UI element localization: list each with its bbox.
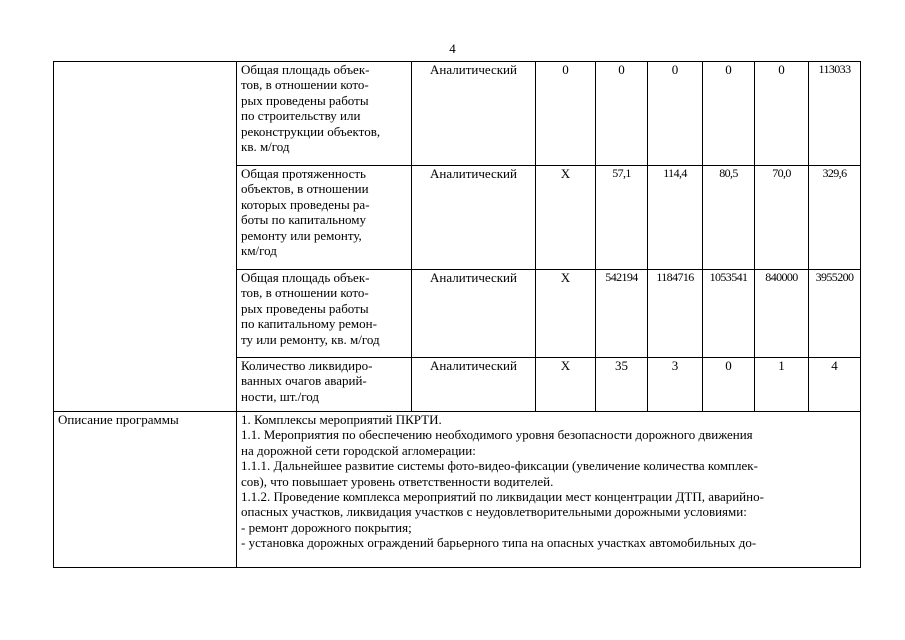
program-description-line: - ремонт дорожного покрытия; (241, 519, 412, 535)
indicator-value: 57,1 (596, 166, 648, 270)
indicators-table (53, 61, 861, 568)
indicator-row (54, 62, 861, 166)
program-description-line: 1.1. Мероприятия по обеспечению необходимого уровня безопасности дорожного движения (241, 427, 753, 443)
empty-label-cell (54, 62, 237, 412)
indicator-value: 4 (809, 358, 861, 412)
indicator-value: 840000 (755, 270, 809, 358)
indicator-value: 35 (596, 358, 648, 412)
indicator-value: 0 (703, 358, 755, 412)
indicator-value: 0 (755, 62, 809, 166)
indicator-method: Аналитический (412, 358, 536, 412)
program-description-line: 1.1.1. Дальнейшее развитие системы фото-видео-фиксации (увеличение количества комплек- (241, 458, 758, 474)
indicator-value: 70,0 (755, 166, 809, 270)
program-description-line: сов), что повышает уровень ответственности водителей. (241, 473, 554, 489)
indicator-value: 3955200 (809, 270, 861, 358)
indicator-value: 0 (596, 62, 648, 166)
indicator-value: Х (536, 166, 596, 270)
indicator-value: 1184716 (648, 270, 703, 358)
program-description-line: 1.1.2. Проведение комплекса мероприятий по ликвидации мест концентрации ДТП, аварийно- (241, 489, 764, 505)
program-description-line: - установка дорожных ограждений барьерного типа на опасных участках автомобильных до- (241, 535, 757, 551)
indicator-value: 0 (648, 62, 703, 166)
indicator-name: Количество ликвидиро- ванных очагов аварий- ности, шт./год (237, 358, 412, 412)
indicator-method: Аналитический (412, 270, 536, 358)
program-description-line: опасных участков, ликвидация участков с неудовлетворительными дорожными условиями: (241, 504, 747, 520)
program-description-row (54, 412, 861, 568)
indicator-value: 0 (703, 62, 755, 166)
indicator-value: Х (536, 270, 596, 358)
indicator-value: 3 (648, 358, 703, 412)
indicator-name: Общая площадь объек- тов, в отношении кото- рых проведены работы по капитальному ремон- ту или ремонту, кв. м/год (237, 270, 412, 358)
program-description-label: Описание программы (54, 412, 237, 568)
indicator-name: Общая площадь объек- тов, в отношении кото- рых проведены работы по строительству или реконструкции объектов, кв. м/год (237, 62, 412, 166)
indicator-method: Аналитический (412, 166, 536, 270)
indicator-method: Аналитический (412, 62, 536, 166)
indicator-value: 542194 (596, 270, 648, 358)
indicator-value: 80,5 (703, 166, 755, 270)
page-number: 4 (449, 41, 456, 56)
indicator-value: 1 (755, 358, 809, 412)
program-description-text (237, 412, 861, 568)
indicator-value: Х (536, 358, 596, 412)
indicator-value: 0 (536, 62, 596, 166)
indicator-value: 1053541 (703, 270, 755, 358)
indicator-value: 329,6 (809, 166, 861, 270)
indicator-name: Общая протяженность объектов, в отношении которых проведены ра- боты по капитальному ремонту или ремонту, км/год (237, 166, 412, 270)
program-description-line: 1. Комплексы мероприятий ПКРТИ. (241, 412, 442, 427)
indicator-value: 113033 (809, 62, 861, 166)
program-description-line: на дорожной сети городской агломерации: (241, 442, 476, 458)
indicator-value: 114,4 (648, 166, 703, 270)
